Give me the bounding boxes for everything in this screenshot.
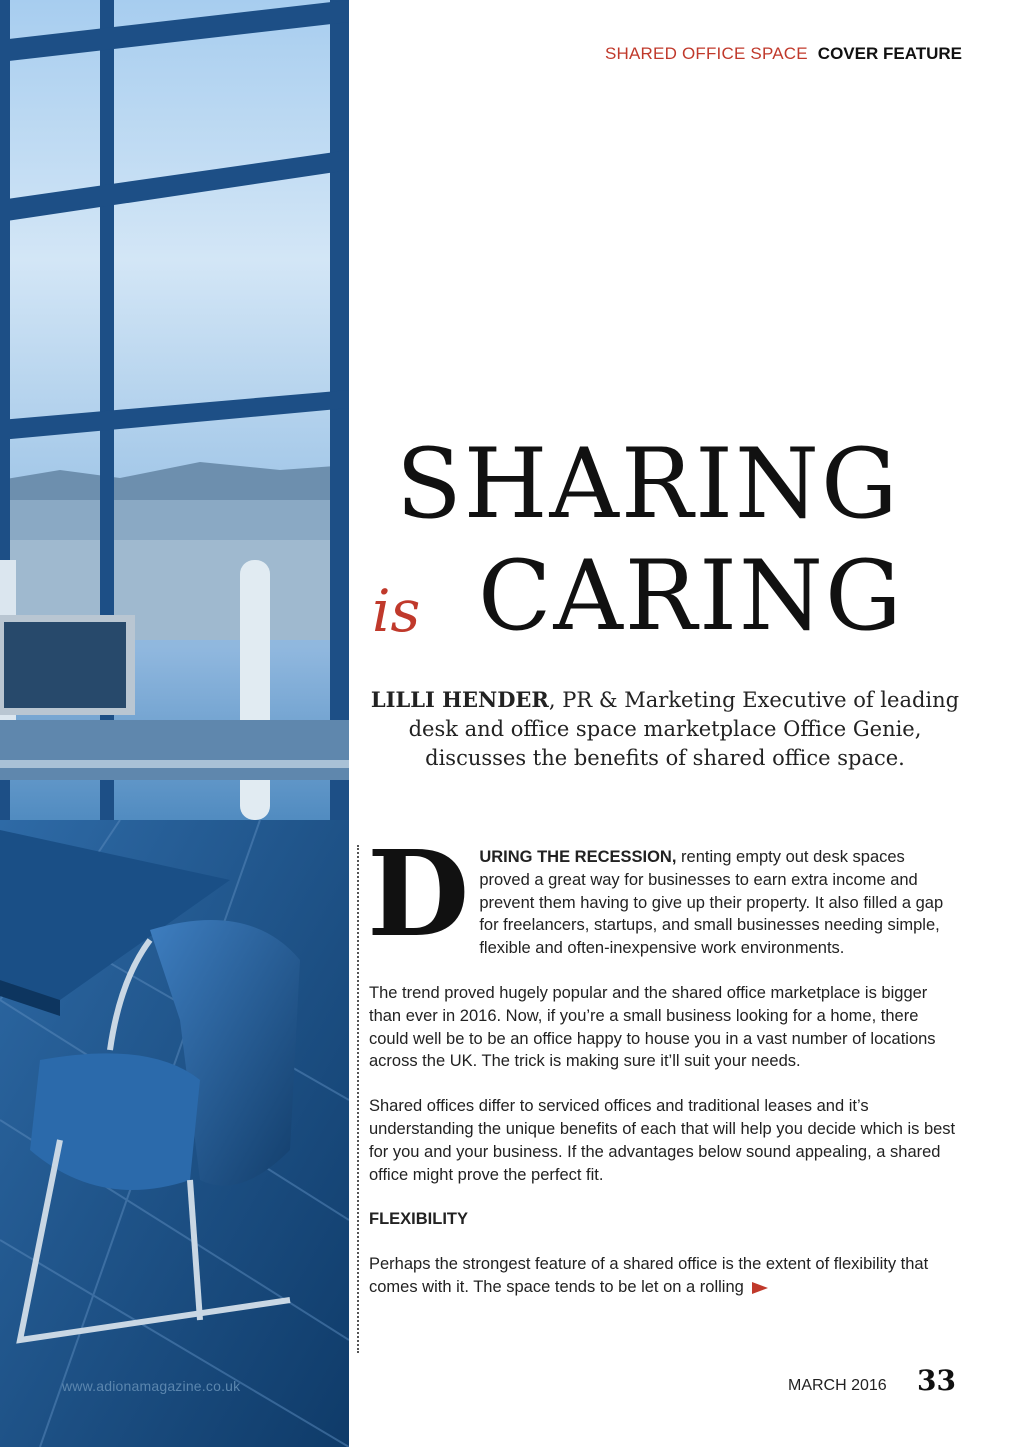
headline-line1: SHARING xyxy=(396,428,900,540)
feature-label: COVER FEATURE xyxy=(817,44,962,63)
page-number: 33 xyxy=(917,1364,956,1397)
paragraph-4 xyxy=(369,1253,959,1299)
standfirst-text: , PR & Marketing Executive of leading desk and office space marketplace Office Genie, discusses the benefits of shared office space. xyxy=(408,688,960,770)
headline-line2: CARING xyxy=(478,540,904,652)
headline-connector: is xyxy=(372,577,421,645)
article-body xyxy=(367,824,959,1321)
continue-arrow-icon xyxy=(752,1282,768,1294)
office-interior-photo xyxy=(0,0,349,1447)
paragraph-1-text: renting empty out desk spaces proved a great way for businesses to earn extra income and prevent them having to give up their property. It also filled a gap for freelancers, startups, and small businesses needing simple, flexible and often-inexpensive work environments. xyxy=(479,848,944,958)
paragraph-1 xyxy=(367,824,959,963)
paragraph-4-text: Perhaps the strongest feature of a shared office is the extent of flexibility that comes with it. The space tends to be let on a rolling xyxy=(369,1255,929,1296)
section-label: SHARED OFFICE SPACE xyxy=(605,44,808,63)
lead-in: URING THE RECESSION, xyxy=(479,848,677,866)
drop-cap: D xyxy=(367,824,470,963)
paragraph-2: The trend proved hugely popular and the shared office marketplace is bigger than ever in 2016. Now, if you’re a small business looking for a home, there could well be to be an office happy to house you in a vast number of locations across the UK. The trick is making sure it’ll suit your needs. xyxy=(369,983,936,1071)
subheading-flexibility: FLEXIBILITY xyxy=(369,1210,468,1229)
photo-illustration xyxy=(0,0,349,1447)
author-name: LILLI HENDER xyxy=(370,687,549,712)
standfirst xyxy=(370,686,960,772)
column-divider xyxy=(357,845,359,1353)
website-url[interactable]: www.adionamagazine.co.uk xyxy=(62,1378,241,1394)
page-header xyxy=(605,44,962,64)
issue-date: MARCH 2016 xyxy=(788,1377,887,1394)
paragraph-3: Shared offices differ to serviced offices and traditional leases and it’s understanding the unique benefits of each that will help you decide which is best for you and your business. If the advantages below sound appealing, a shared office might prove the perfect fit. xyxy=(369,1097,956,1184)
